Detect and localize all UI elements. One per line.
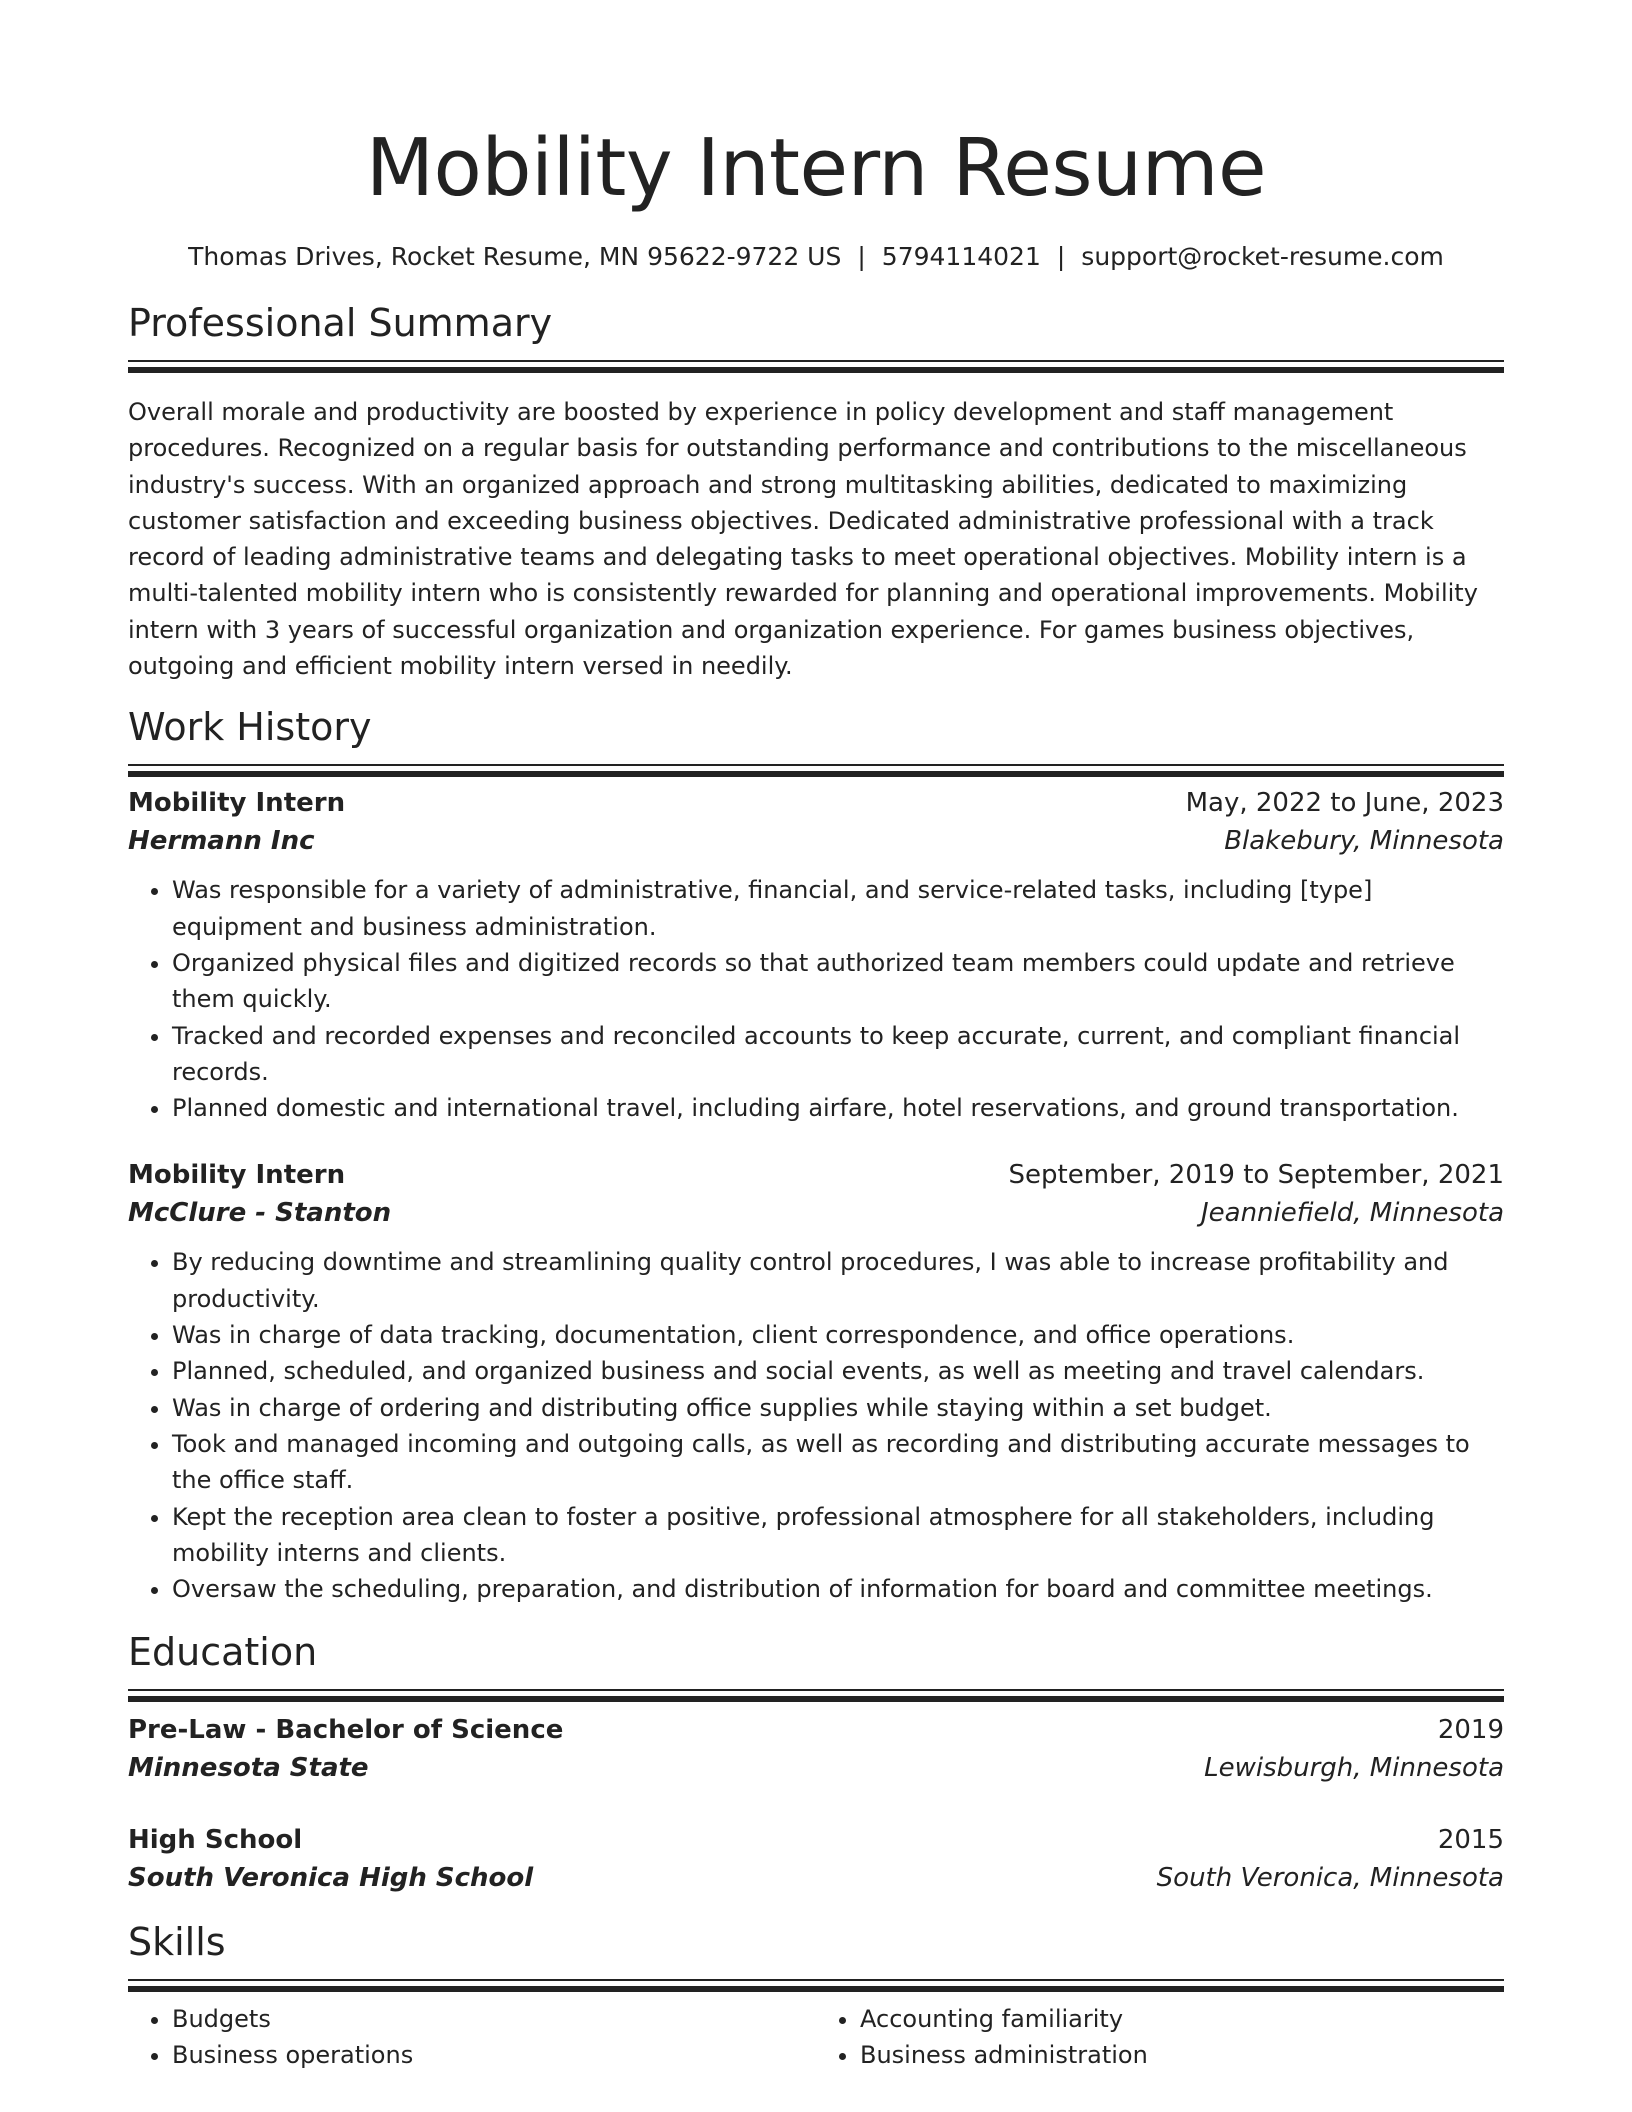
- contact-address: Thomas Drives, Rocket Resume, MN 95622-9722 US: [188, 242, 842, 271]
- list-item: • By reducing downtime and streamlining quality control procedures, I was able to increase profitability and productivity.: [172, 1244, 1504, 1317]
- contact-email: support@rocket-resume.com: [1081, 242, 1444, 271]
- list-item: • Planned domestic and international travel, including airfare, hotel reservations, and ground transportation.: [172, 1090, 1504, 1126]
- resume-page: [128, 0, 1504, 2073]
- skill-item: • Accounting familiarity: [860, 2001, 1504, 2037]
- job-dates: May, 2022 to June, 2023: [1185, 788, 1504, 819]
- job-title: Mobility Intern: [128, 788, 346, 819]
- list-item: • Organized physical files and digitized records so that authorized team members could update and retrieve them quickly.: [172, 945, 1504, 1018]
- education-school: Minnesota State: [128, 1753, 369, 1784]
- education-location: Lewisburgh, Minnesota: [1204, 1753, 1504, 1784]
- job-location: Jeanniefield, Minnesota: [1200, 1198, 1504, 1229]
- section-title-work-history: Work History: [128, 705, 372, 750]
- list-item: • Planned, scheduled, and organized business and social events, as well as meeting and travel calendars.: [172, 1353, 1504, 1389]
- work-history-section: [128, 702, 1504, 1607]
- job-company: McClure - Stanton: [128, 1198, 392, 1229]
- education-year: 2019: [1437, 1715, 1504, 1746]
- skill-item: • Business operations: [172, 2037, 816, 2073]
- job-company: Hermann Inc: [128, 826, 315, 857]
- job-title: Mobility Intern: [128, 1160, 346, 1191]
- skills-list: [128, 2001, 1504, 2073]
- section-title-education: Education: [128, 1630, 318, 1675]
- skills-section: [128, 1917, 1504, 2073]
- section-divider: [128, 360, 1504, 362]
- list-item: • Was in charge of data tracking, documentation, client correspondence, and office operations.: [172, 1317, 1504, 1353]
- education-entry: [128, 1711, 1504, 1787]
- skill-item: • Business administration: [860, 2037, 1504, 2073]
- education-year: 2015: [1437, 1825, 1504, 1856]
- skills-column-right: [816, 2001, 1504, 2073]
- education-entry: [128, 1821, 1504, 1897]
- job-location: Blakebury, Minnesota: [1224, 826, 1504, 857]
- contact-separator: |: [857, 242, 866, 271]
- contact-line: [128, 240, 1504, 274]
- section-divider: [128, 764, 1504, 766]
- section-title-summary: Professional Summary: [128, 301, 553, 345]
- section-title-skills: Skills: [128, 1920, 226, 1965]
- list-item: • Was responsible for a variety of administrative, financial, and service-related tasks, including [type] equipment and business administration.: [172, 872, 1504, 945]
- list-item: • Oversaw the scheduling, preparation, and distribution of information for board and committee meetings.: [172, 1571, 1504, 1607]
- resume-name: Mobility Intern Resume: [365, 122, 1267, 214]
- list-item: • Was in charge of ordering and distributing office supplies while staying within a set budget.: [172, 1390, 1504, 1426]
- skills-column-left: [128, 2001, 816, 2073]
- summary-text: Overall morale and productivity are boosted by experience in policy development and staff management procedures. Recognized on a regular basis for outstanding performance and contributions to the miscellaneous industry's success. With an organized approach and strong multitasking abilities, dedicated to maximizing customer satisfaction and exceeding business objectives. Dedicated administrative professional with a track record of leading administrative teams and delegating tasks to meet operational objectives. Mobility intern is a multi-talented mobility intern who is consistently rewarded for planning and operational improvements. Mobility intern with 3 years of successful organization and organization experience. For games business objectives, outgoing and efficient mobility intern versed in needily.: [128, 398, 1478, 681]
- contact-separator: |: [1056, 242, 1066, 271]
- education-school: South Veronica High School: [128, 1863, 534, 1894]
- job-entry: [128, 784, 1504, 1126]
- contact-phone: 5794114021: [881, 242, 1041, 271]
- job-bullets: [128, 1244, 1504, 1607]
- skill-item: • Budgets: [172, 2001, 816, 2037]
- section-divider: [128, 1979, 1504, 1981]
- list-item: • Tracked and recorded expenses and reconciled accounts to keep accurate, current, and compliant financial records.: [172, 1018, 1504, 1091]
- education-location: South Veronica, Minnesota: [1156, 1863, 1504, 1894]
- list-item: • Took and managed incoming and outgoing calls, as well as recording and distributing accurate messages to the office staff.: [172, 1426, 1504, 1499]
- section-divider: [128, 1689, 1504, 1691]
- summary-section: [128, 298, 1504, 684]
- list-item: • Kept the reception area clean to foster a positive, professional atmosphere for all stakeholders, including mobility interns and clients.: [172, 1499, 1504, 1572]
- education-section: [128, 1627, 1504, 1897]
- job-entry: [128, 1156, 1504, 1607]
- job-bullets: [128, 872, 1504, 1126]
- education-degree: High School: [128, 1825, 303, 1856]
- education-degree: Pre-Law - Bachelor of Science: [128, 1715, 564, 1746]
- job-dates: September, 2019 to September, 2021: [1008, 1160, 1504, 1191]
